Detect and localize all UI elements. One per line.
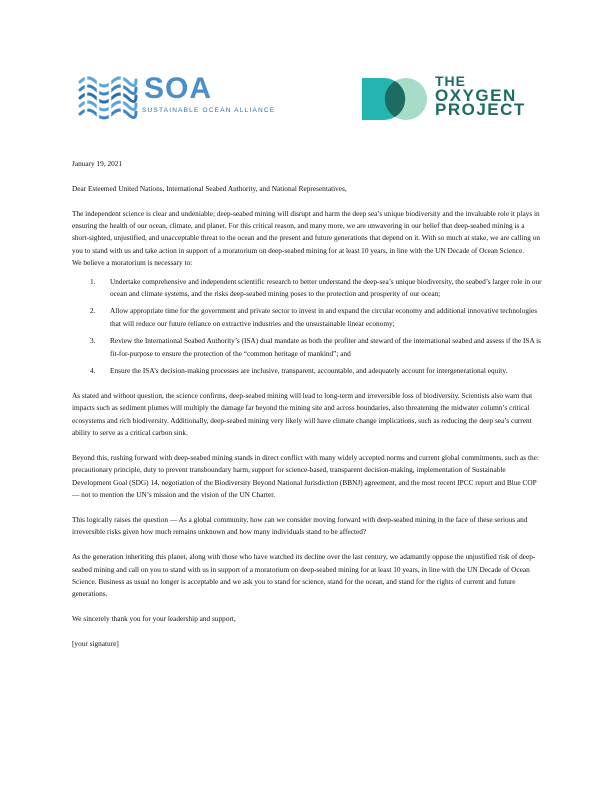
- list-item-text: Ensure the ISA’s decision-making processes are inclusive, transparent, accountable, and adequately account for intergenerational equity.: [110, 366, 508, 376]
- soa-logo: [76, 70, 276, 122]
- list-item-text: Undertake comprehensive and independent scientific research to better understand the deep-sea’s unique biodiversity, the seabed’s larger role in our ocean and climate systems, and the risks deep-seabed mining poses to the protection and prosperity of our ocean;: [110, 276, 542, 299]
- list-item-number: 3.: [90, 336, 96, 346]
- soa-wordmark: SOA: [144, 72, 213, 105]
- list-intro: We believe a moratorium is necessary to:: [72, 258, 193, 268]
- list-item: [72, 335, 542, 360]
- paragraph-question: This logically raises the question — As a global community, how can we consider moving forward with deep-seabed mining in the face of these serious and irreversible risks given how much remains unknown and how many individuals stand to be affected?: [72, 514, 528, 537]
- letter-salutation: Dear Esteemed United Nations, International Seabed Authority, and National Representatives,: [72, 183, 347, 193]
- oxygen-project-logo: [360, 74, 530, 124]
- paragraph-commitments: Beyond this, rushing forward with deep-seabed mining stands in direct conflict with many widely accepted norms and current global commitments, such as the: precautionary principle, duty to prevent transboundary harm, support for science-based, transparent decision-making, implementation of Sustainable Development Goal (SDG) 14, negotiation of the Biodiversity Beyond National Jurisdiction (BBNJ) agreement, and the most recent IPCC report and Blue COP — not to mention the UN’s mission and the vision of the UN Charter.: [72, 452, 539, 500]
- oxygen-circles-icon: [360, 74, 432, 124]
- list-item: [72, 365, 542, 377]
- list-item-number: 1.: [90, 276, 96, 286]
- list-item-number: 2.: [90, 306, 96, 316]
- oxygen-wordmark-line-2: OXYGEN: [435, 85, 517, 105]
- soa-wave-emblem-icon: [76, 70, 140, 122]
- paragraph-science: As stated and without question, the science confirms, deep-seabed mining will lead to long-term and irreversible loss of biodiversity. Scientists also warn that impacts such as sediment plumes will multiply the damage far beyond the mining site and across boundaries, also threatening the midwater column’s critical ecosystems and rich biodiversity. Additionally, deep-seabed mining very likely will have climate change implications, such as reducing the deep sea’s current ability to serve as a critical carbon sink.: [72, 390, 533, 438]
- paragraph-call-to-action: As the generation inheriting this planet, along with those who have watched its decline over the last century, we adamantly oppose the unjustified risk of deep-seabed mining and call on you to stand with us in support of a moratorium on deep-seabed mining for at least 10 years, in line with the UN Decade of Ocean Science. Business as usual no longer is acceptable and we ask you to stand for science, stand for the ocean, and stand for the rights of current and future generations.: [72, 552, 536, 599]
- list-item-text: Review the International Seabed Authority’s (ISA) dual mandate as both the profiter and steward of the international seabed and assess if the ISA is fit-for-purpose to ensure the protection of the “common heritage of mankind”; and: [110, 336, 542, 358]
- list-item: [72, 276, 542, 301]
- oxygen-wordmark-line-1: THE: [435, 73, 466, 89]
- list-item: [72, 305, 542, 330]
- oxygen-wordmark: [435, 74, 526, 118]
- letter-closing: We sincerely thank you for your leadership and support,: [72, 614, 236, 624]
- soa-tagline: SUSTAINABLE OCEAN ALLIANCE: [142, 107, 276, 114]
- letter-date: January 19, 2021: [72, 159, 123, 168]
- moratorium-reasons-list: [72, 276, 542, 378]
- signature-placeholder: [your signature]: [72, 638, 119, 648]
- list-item-number: 4.: [90, 366, 96, 376]
- paragraph-intro: The independent science is clear and undeniable; deep-seabed mining will disrupt and harm the deep sea’s unique biodiversity and the invaluable role it plays in ensuring the health of our ocean, climate, and planet. For this critical reason, and many more, we are unwavering in our belief that deep-seabed mining is a short-sighted, unjustified, and unacceptable threat to the ocean and the present and future generations that depend on it. With so much at stake, we are calling on you to stand with us and take action in support of a moratorium on deep-seabed mining for at least 10 years, in line with the UN Decade of Ocean Science.: [72, 208, 541, 255]
- letter-body: [72, 158, 542, 650]
- list-item-text: Allow appropriate time for the government and private sector to invest in and expand the circular economy and additional innovative technologies that will reduce our future reliance on extractive industries and the unsustainable linear economy;: [110, 306, 538, 328]
- oxygen-wordmark-line-3: PROJECT: [435, 100, 526, 119]
